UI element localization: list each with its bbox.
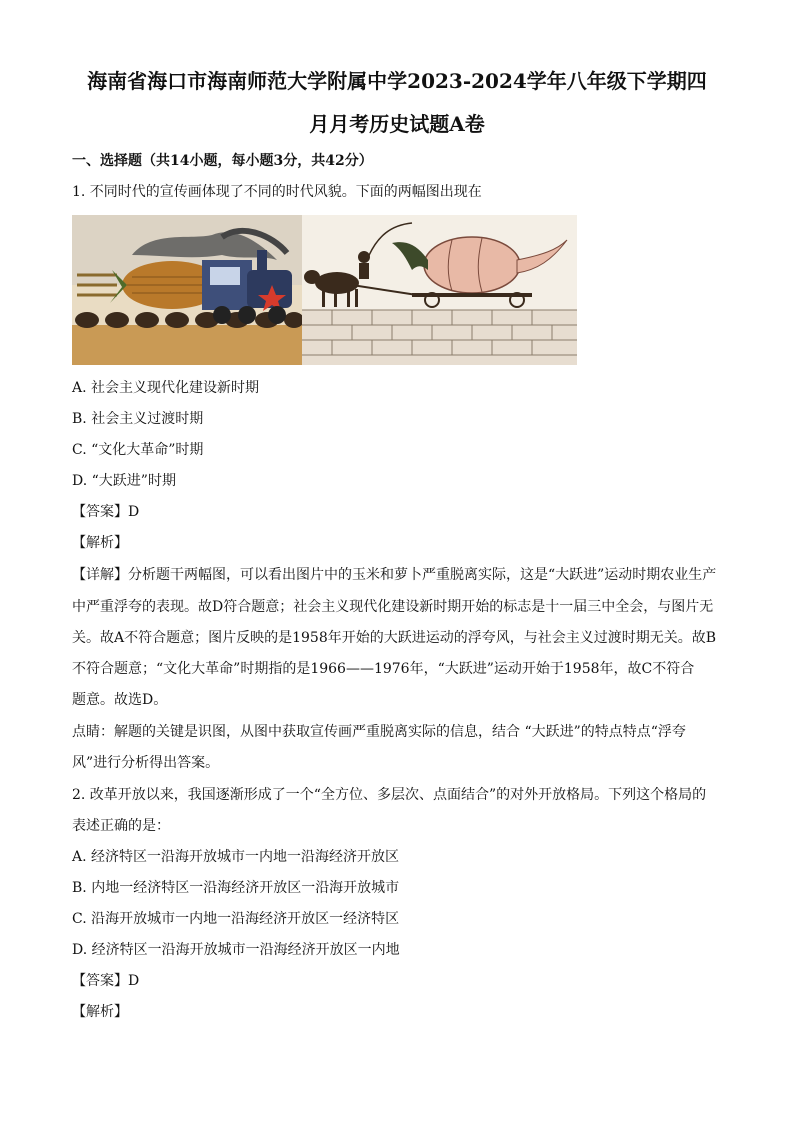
q1-option-c: C. “文化大革命”时期 [72,442,204,458]
exam-title-line1: 海南省海口市海南师范大学附属中学2023-2024学年八年级下学期四 [87,69,707,93]
q2-option-a: A. 经济特区一沿海开放城市一内地一沿海经济开放区 [72,849,400,865]
section-heading: 一、选择题（共14小题，每小题3分，共42分） [72,153,373,169]
q1-detail-line-1: 【详解】分析题干两幅图，可以看出图片中的玉米和萝卜严重脱离实际，这是“大跃进”运动时期农业生产 [72,567,717,583]
q1-tip-line-1: 点睛：解题的关键是识图，从图中获取宣传画严重脱离实际的信息，结合 “大跃进”的特点特点“浮夸 [72,724,686,740]
q1-detail-line-4: 不符合题意；“文化大革命”时期指的是1966——1976年，“大跃进”运动开始于1958年，故C不符合 [72,661,695,677]
q1-option-d: D. “大跃进”时期 [72,473,176,489]
q2-stem-line-2: 表述正确的是： [72,818,170,834]
q1-detail-line-3: 关。故A不符合题意；图片反映的是1958年开始的大跃进运动的浮夸风，与社会主义过渡时期无关。故B [72,630,717,646]
q1-poster-figure [72,215,577,365]
q2-option-d: D. 经济特区一沿海开放城市一沿海经济开放区一内地 [72,942,400,958]
q1-answer: 【答案】D [72,504,140,520]
q1-option-a: A. 社会主义现代化建设新时期 [72,380,260,396]
q2-option-b: B. 内地一经济特区一沿海经济开放区一沿海开放城市 [72,880,400,896]
q1-detail-line-5: 题意。故选D。 [72,692,168,708]
q1-stem: 1. 不同时代的宣传画体现了不同的时代风貌。下面的两幅图出现在 [72,184,482,200]
exam-title-line2: 月月考历史试题A卷 [309,112,485,136]
q1-detail-line-2: 中严重浮夸的表现。故D符合题意；社会主义现代化建设新时期开始的标志是十一届三中全会，与图片无 [72,599,714,615]
q1-option-b: B. 社会主义过渡时期 [72,411,204,427]
q2-analysis-tag: 【解析】 [72,1004,128,1020]
q2-stem-line-1: 2. 改革开放以来，我国逐渐形成了一个“全方位、多层次、点面结合”的对外开放格局。下列这个格局的 [72,787,707,803]
corn-train-poster [72,215,304,365]
q2-answer: 【答案】D [72,973,140,989]
q1-tip-line-2: 风”进行分析得出答案。 [72,755,220,771]
q2-option-c: C. 沿海开放城市一内地一沿海经济开放区一经济特区 [72,911,400,927]
radish-cart-poster [302,215,577,365]
q1-poster-illustrations [72,215,577,365]
q1-analysis-tag: 【解析】 [72,535,128,551]
